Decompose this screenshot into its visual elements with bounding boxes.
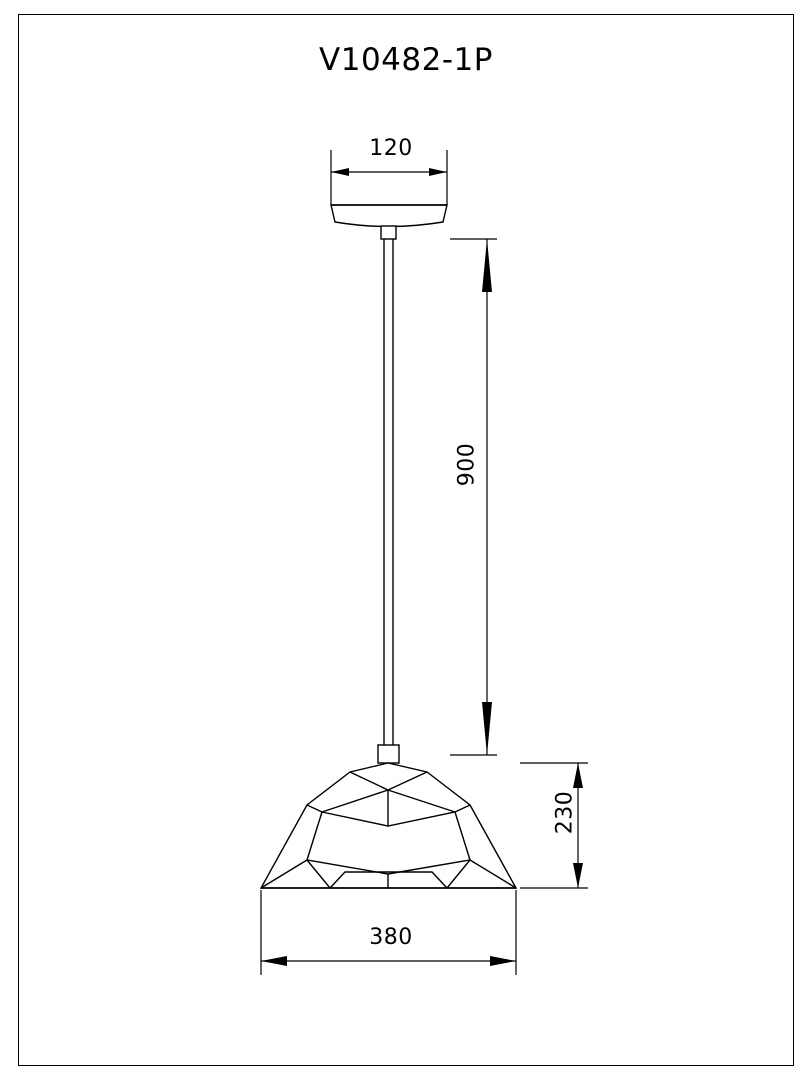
- ceiling-canopy: [331, 205, 447, 227]
- suspension-rod: [384, 239, 393, 745]
- canopy-nipple: [381, 226, 396, 239]
- dimension-label-canopy-width: 120: [369, 136, 413, 161]
- dimension-label-shade-height: 230: [552, 790, 578, 835]
- lamp-socket: [378, 745, 399, 763]
- geometric-shade: [261, 763, 516, 888]
- page-title: V10482-1P: [319, 42, 493, 78]
- dimension-label-shade-diameter: 380: [369, 925, 413, 950]
- dimension-label-drop-height: 900: [454, 442, 480, 487]
